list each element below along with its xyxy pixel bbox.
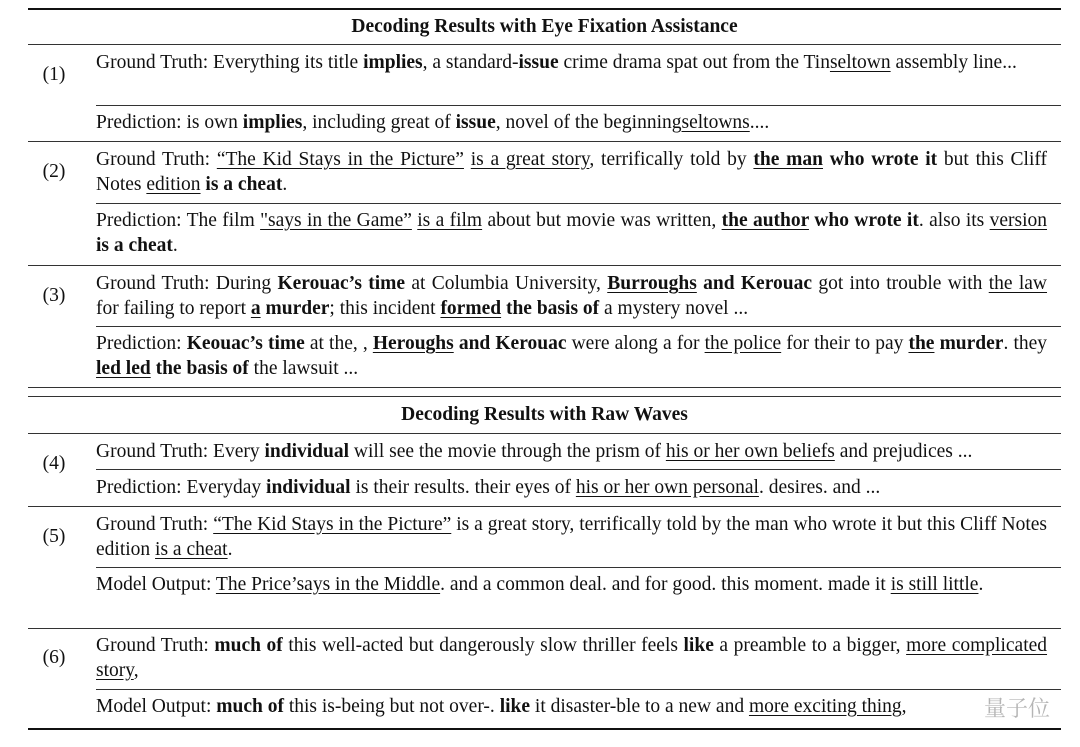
text-span: and prejudices ... [834,441,973,462]
text-span: Every [213,441,265,462]
row-label: Ground Truth: [96,635,209,656]
text-span: . [172,235,178,256]
text-span: .... [749,112,770,133]
bold-span: like [683,635,714,656]
text-span: at the, , [304,333,373,354]
underlined-span: "says in the Game” [260,210,412,231]
bold-span: Kerouac’s time [277,273,406,294]
row-rule [28,265,1061,266]
ground-truth-cell [96,147,1047,197]
bold-span: much of [216,696,284,717]
bold-span: led led [96,358,151,379]
text-span: The film [186,210,261,231]
model-output-cell [96,572,1047,597]
divider [96,105,1061,106]
bold-span: the man [753,149,824,170]
model-output-cell [96,694,1047,719]
text-span: for their to pay [781,333,909,354]
row-rule [28,506,1061,507]
divider [96,689,1061,690]
example-number: (2) [42,161,66,182]
text-span: were along a for [566,333,705,354]
text-span: a preamble to a bigger, [713,635,907,656]
text-span: , novel of the beginning [495,112,682,133]
text-span: about but movie was written, [482,210,722,231]
top-rule [28,8,1061,10]
text-span: . they [1003,333,1048,354]
text-span: got into trouble with [812,273,989,294]
underlined-span: the law [988,273,1048,294]
bold-span: is a cheat [205,174,283,195]
text-span: this well-acted but dangerously slow thriller feels [282,635,684,656]
bold-span: individual [264,441,350,462]
bold-span: who wrote it [823,149,938,170]
divider [96,326,1061,327]
ground-truth-cell [96,271,1047,321]
row-label: Ground Truth: [96,273,210,294]
text-span [464,149,471,170]
bold-span: and Kerouac [453,333,567,354]
bold-span: issue [455,112,496,133]
prediction-cell [96,110,1047,135]
row-label: Prediction: [96,210,182,231]
prediction-cell [96,331,1047,381]
row-rule [28,141,1061,142]
section-rule [28,387,1061,388]
underlined-span: is a great story [470,149,590,170]
text-span: for failing to report [96,298,251,319]
text-span: . and a common deal. and for good. this moment. made it [440,574,891,595]
text-span: Everything its title [213,52,364,73]
text-span: but this Cliff Notes [96,149,1048,195]
ground-truth-cell [96,512,1047,562]
text-span: . [978,574,984,595]
row-label: Prediction: [96,477,182,498]
ground-truth-cell [96,439,1047,464]
bold-span: the basis of [505,298,600,319]
bold-span: individual [266,477,351,498]
row-label: Model Output: [96,574,212,595]
text-span: ; this incident [329,298,441,319]
bold-span: formed [440,298,502,319]
bold-span: much of [214,635,283,656]
underlined-span: his or her own beliefs [665,441,835,462]
text-span: During [215,273,278,294]
underlined-span: the police [704,333,782,354]
bold-span: like [499,696,531,717]
row-label: Ground Truth: [96,514,209,535]
row-label: Model Output: [96,696,212,717]
text-span: , [901,696,907,717]
bold-span: murder [260,298,330,319]
text-span: the lawsuit ... [248,358,359,379]
row-label: Ground Truth: [96,441,209,462]
bold-span: the [908,333,935,354]
watermark: 量子位 [983,697,1050,722]
example-number: (3) [42,285,66,306]
bottom-rule [28,728,1061,730]
text-span: at Columbia University, [405,273,608,294]
ground-truth-cell [96,50,1047,75]
underlined-span: version [989,210,1048,231]
example-number: (5) [42,526,66,547]
text-span: , [133,660,139,681]
text-span: assembly line... [890,52,1017,73]
bold-span: a [250,298,261,319]
underlined-span: edition [146,174,201,195]
text-span: it disaster-ble to a new and [530,696,749,717]
text-span: . desires. and ... [758,477,881,498]
text-span: is a great story, terrifically told by the man who wrote it but this Cliff Notes edition [96,514,1048,560]
prediction-cell [96,208,1047,258]
text-span: is own [186,112,243,133]
text-span: is their results. their eyes of [350,477,576,498]
header-rule [28,433,1061,434]
text-span: , terrifically told by [589,149,754,170]
divider [96,469,1061,470]
row-label: Prediction: [96,112,182,133]
underlined-span: seltown [829,52,891,73]
bold-span: Keouac’s time [186,333,305,354]
text-span: , a standard- [422,52,519,73]
prediction-cell [96,475,1047,500]
row-rule [28,628,1061,629]
underlined-span: is still little [890,574,979,595]
text-span: a mystery novel ... [599,298,749,319]
underlined-span: seltowns [681,112,750,133]
text-span: this is-being but not over-. [283,696,500,717]
bold-span: Heroughs [372,333,454,354]
underlined-span: his or her own personal [575,477,759,498]
section-title: Decoding Results with Raw Waves [401,404,688,425]
text-span: will see the movie through the prism of [349,441,666,462]
underlined-span: is a cheat [155,539,228,560]
section-rule [28,396,1061,397]
bold-span: and Kerouac [696,273,813,294]
example-number: (1) [42,64,66,85]
bold-span: murder [934,333,1004,354]
row-label: Ground Truth: [96,52,209,73]
underlined-span: more complicated story [96,635,1048,681]
bold-span: who wrote it [808,210,919,231]
bold-span: the author [721,210,809,231]
underlined-span: more exciting thing [748,696,902,717]
underlined-span: “The Kid Stays in the Picture” [213,514,452,535]
bold-span: implies [242,112,303,133]
ground-truth-cell [96,633,1047,683]
row-label: Ground Truth: [96,149,211,170]
text-span: crime drama spat out from the Tin [558,52,830,73]
text-span: . also its [918,210,990,231]
divider [96,567,1061,568]
text-span: . [282,174,288,195]
bold-span: issue [518,52,559,73]
bold-span: implies [363,52,423,73]
text-span: . [227,539,233,560]
underlined-span: “The Kid Stays in the Picture” [216,149,464,170]
underlined-span: The Price’says in the Middle [215,574,441,595]
underlined-span: is a film [417,210,483,231]
row-label: Prediction: [96,333,182,354]
text-span: , including great of [302,112,456,133]
example-number: (4) [42,453,66,474]
example-number: (6) [42,647,66,668]
text-span: Everyday [186,477,267,498]
section-title: Decoding Results with Eye Fixation Assistance [351,16,738,37]
divider [96,203,1061,204]
bold-span: Burroughs [607,273,697,294]
bold-span: the basis of [155,358,249,379]
header-rule [28,44,1061,45]
bold-span: is a cheat [96,235,173,256]
